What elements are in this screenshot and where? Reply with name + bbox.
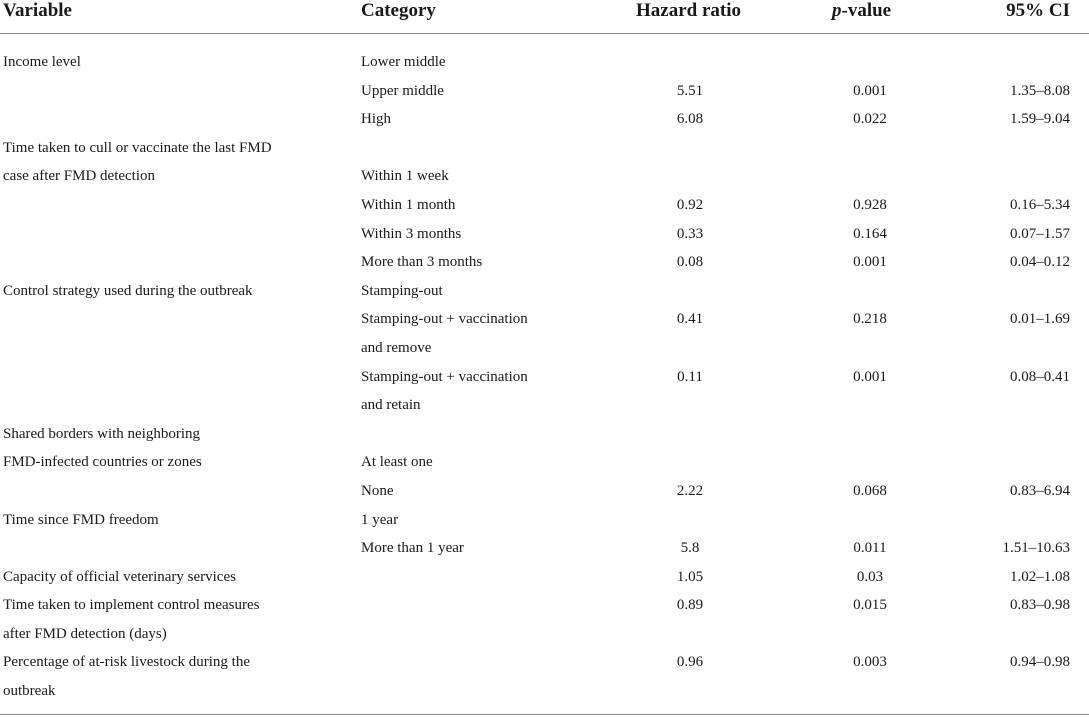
cell-hazard-ratio: 0.96 — [676, 654, 704, 671]
cell-variable: outbreak — [3, 683, 56, 700]
cell-hazard-ratio: 2.22 — [676, 482, 704, 499]
table-row — [0, 565, 1089, 594]
header-category: Category — [361, 0, 436, 21]
table-row — [0, 307, 1089, 336]
header-hazard-ratio: Hazard ratio — [636, 0, 742, 21]
cell-hazard-ratio: 0.08 — [676, 254, 704, 271]
cell-ci: 0.01–1.69 — [1010, 311, 1070, 328]
table-row — [0, 679, 1089, 708]
cell-category: Stamping-out — [361, 282, 443, 299]
cell-hazard-ratio: 6.08 — [676, 111, 704, 128]
cell-category: More than 3 months — [361, 254, 483, 271]
table-row — [0, 479, 1089, 508]
table-row — [0, 508, 1089, 537]
cell-ci: 0.04–0.12 — [1010, 254, 1070, 271]
header-rule — [0, 33, 1089, 34]
cell-category: 1 year — [361, 511, 399, 528]
cell-variable: Shared borders with neighboring — [3, 425, 201, 442]
cell-ci: 1.02–1.08 — [1010, 568, 1070, 585]
table-row — [0, 422, 1089, 451]
cell-p-value: 0.003 — [853, 654, 887, 671]
table-row — [0, 365, 1089, 394]
cell-variable: Time taken to implement control measures — [3, 597, 260, 614]
table-row — [0, 279, 1089, 308]
cell-p-value: 0.164 — [853, 225, 887, 242]
table-body — [0, 50, 1089, 708]
cell-category: and retain — [361, 397, 421, 414]
table-row — [0, 193, 1089, 222]
cell-ci: 1.35–8.08 — [1010, 82, 1070, 99]
table-row — [0, 250, 1089, 279]
cell-category: Stamping-out + vaccination — [361, 311, 528, 328]
cell-ci: 0.07–1.57 — [1010, 225, 1070, 242]
table-row — [0, 107, 1089, 136]
cell-category: High — [361, 111, 391, 128]
header-p-italic: p — [832, 0, 842, 21]
cell-p-value: 0.928 — [853, 196, 887, 213]
cell-variable: Capacity of official veterinary services — [3, 568, 236, 585]
cell-ci: 0.16–5.34 — [1010, 196, 1070, 213]
header-variable: Variable — [3, 0, 72, 21]
cell-variable: Time taken to cull or vaccinate the last FMD — [3, 139, 272, 156]
cell-ci: 0.83–6.94 — [1010, 482, 1070, 499]
table-header — [0, 0, 1089, 24]
table-row — [0, 336, 1089, 365]
cell-p-value: 0.015 — [853, 597, 887, 614]
cell-p-value: 0.001 — [853, 82, 887, 99]
cell-hazard-ratio: 0.89 — [676, 597, 704, 614]
table-row — [0, 393, 1089, 422]
cell-variable: after FMD detection (days) — [3, 625, 167, 642]
cell-hazard-ratio: 0.41 — [676, 311, 704, 328]
cell-category: and remove — [361, 339, 432, 356]
table-row — [0, 50, 1089, 79]
table-row — [0, 536, 1089, 565]
cell-ci: 1.59–9.04 — [1010, 111, 1070, 128]
cell-p-value: 0.001 — [853, 368, 887, 385]
table-row — [0, 164, 1089, 193]
cell-variable: Control strategy used during the outbreak — [3, 282, 253, 299]
cell-hazard-ratio: 0.11 — [677, 368, 703, 385]
table-row — [0, 622, 1089, 651]
cell-ci: 1.51–10.63 — [1002, 540, 1070, 557]
cell-category: Within 3 months — [361, 225, 462, 242]
table-row — [0, 79, 1089, 108]
cell-p-value: 0.218 — [853, 311, 887, 328]
table-row — [0, 222, 1089, 251]
header-p-rest: -value — [841, 0, 892, 21]
cell-variable: Time since FMD freedom — [3, 511, 159, 528]
cell-hazard-ratio: 5.51 — [676, 82, 704, 99]
table-row — [0, 136, 1089, 165]
cell-variable: case after FMD detection — [3, 168, 156, 185]
cell-p-value: 0.03 — [856, 568, 884, 585]
header-p-value — [832, 0, 891, 22]
cell-ci: 0.94–0.98 — [1010, 654, 1070, 671]
cell-hazard-ratio: 0.92 — [676, 196, 704, 213]
cell-ci: 0.08–0.41 — [1010, 368, 1070, 385]
cell-category: Within 1 week — [361, 168, 449, 185]
bottom-rule — [0, 714, 1089, 715]
table-row — [0, 650, 1089, 679]
cell-variable: Income level — [3, 54, 81, 70]
cell-variable: Percentage of at-risk livestock during the — [3, 654, 251, 671]
table-row — [0, 593, 1089, 622]
cell-category: More than 1 year — [361, 540, 464, 557]
cell-category: At least one — [361, 454, 433, 471]
cell-p-value: 0.068 — [853, 482, 887, 499]
cell-hazard-ratio: 5.8 — [680, 540, 700, 557]
header-ci: 95% CI — [1006, 0, 1070, 21]
cell-hazard-ratio: 0.33 — [676, 225, 704, 242]
cell-category: Stamping-out + vaccination — [361, 368, 528, 385]
cell-hazard-ratio: 1.05 — [676, 568, 704, 585]
cell-p-value: 0.011 — [853, 540, 887, 557]
cell-p-value: 0.001 — [853, 254, 887, 271]
cell-variable: FMD-infected countries or zones — [3, 454, 202, 471]
cell-p-value: 0.022 — [853, 111, 887, 128]
cell-category: Within 1 month — [361, 196, 456, 213]
cell-category: Lower middle — [361, 54, 446, 70]
cell-category: Upper middle — [361, 82, 444, 99]
table-row — [0, 450, 1089, 479]
cell-ci: 0.83–0.98 — [1010, 597, 1070, 614]
cell-category: None — [361, 482, 394, 499]
